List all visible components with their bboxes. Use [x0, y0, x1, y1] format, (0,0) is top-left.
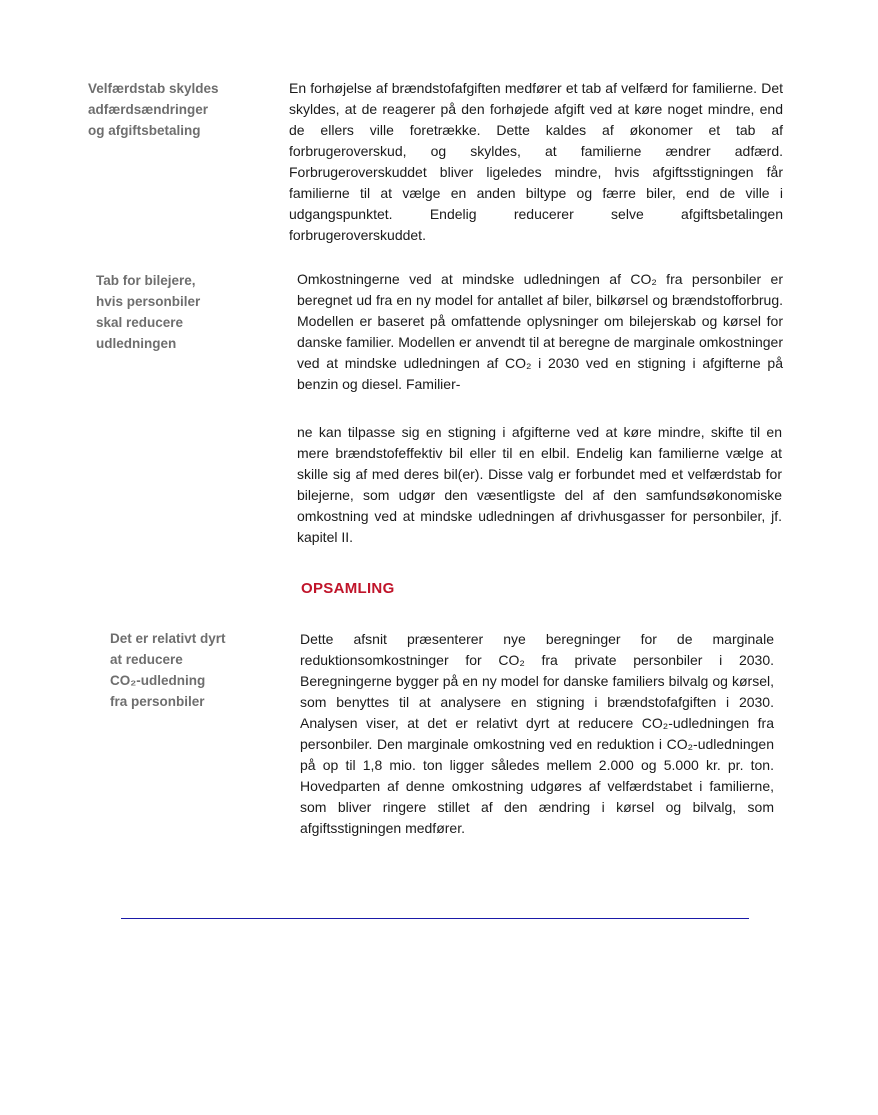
paragraph-welfare-loss: En forhøjelse af brændstofafgiften medfører et tab af velfærd for familierne. Det skyldes, at de reagerer på den forhøjede afgift ved at køre noget mindre, end de ellers ville foretrække. Dette kaldes af økonomer et tab af forbrugeroverskud, og skyldes, at familierne ændrer adfærd. Forbrugeroverskuddet bliver ligeledes mindre, hvis afgiftsstigningen får familierne til at vælge en anden biltype og færre biler, end de ville i udgangspunktet. Endelig reducerer selve afgiftsbetalingen forbrugeroverskuddet.: [289, 80, 783, 243]
section-heading-opsamling: OPSAMLING: [301, 580, 395, 597]
paragraph-summary: Dette afsnit præsenterer nye beregninger for de marginale reduktionsomkostninger for CO₂ fra private personbiler i 2030. Beregningerne bygger på en ny model for danske familiers bilvalg og kørsel, som benyttes til at analysere en stigning i brændstofafgiften i 2030. Analysen viser, at det er relativt dyrt at reducere CO₂-udledningen fra personbiler. Den marginale omkostning ved en reduktion i CO₂-udledningen på op til 1,8 mio. ton ligger således mellem 2.000 og 5.000 kr. pr. ton. Hovedparten af denne omkostning udgøres af velfærdstabet i familierne, som bliver ringere stillet af den ændring i kørsel og bilvalg, som afgiftsstigningen medfører.: [300, 631, 774, 836]
margin-note-welfare-loss: Velfærdstab skyldes adfærdsændringer og afgiftsbetaling: [88, 81, 219, 138]
margin-note-summary: Det er relativt dyrt at reducere CO₂-udledning fra personbiler: [110, 631, 226, 709]
margin-note-car-owner-loss: Tab for bilejere, hvis personbiler skal reducere udledningen: [96, 273, 201, 351]
footnote-separator-line: [121, 918, 749, 919]
paragraph-cost-model: Omkostningerne ved at mindske udledningen af CO₂ fra personbiler er beregnet ud fra en ny model for antallet af biler, bilkørsel og brændstofforbrug. Modellen er baseret på omfattende oplysninger om bilejerskab og kørsel for danske familier. Modellen er anvendt til at beregne de marginale omkostninger ved at mindske udledningen af CO₂ i 2030 ved en stigning i afgifterne på benzin og diesel. Familier-: [297, 271, 783, 392]
paragraph-cost-model-continued: ne kan tilpasse sig en stigning i afgifterne ved at køre mindre, skifte til en mere brændstofeffektiv bil eller til en elbil. Endelig kan familierne vælge at skille sig af med deres bil(er). Disse valg er forbundet med et velfærdstab for bilejerne, som udgør den væsentligste del af den samfundsøkonomiske omkostning ved at mindske udledningen af drivhusgasser for personbiler, jf. kapitel II.: [297, 424, 782, 545]
